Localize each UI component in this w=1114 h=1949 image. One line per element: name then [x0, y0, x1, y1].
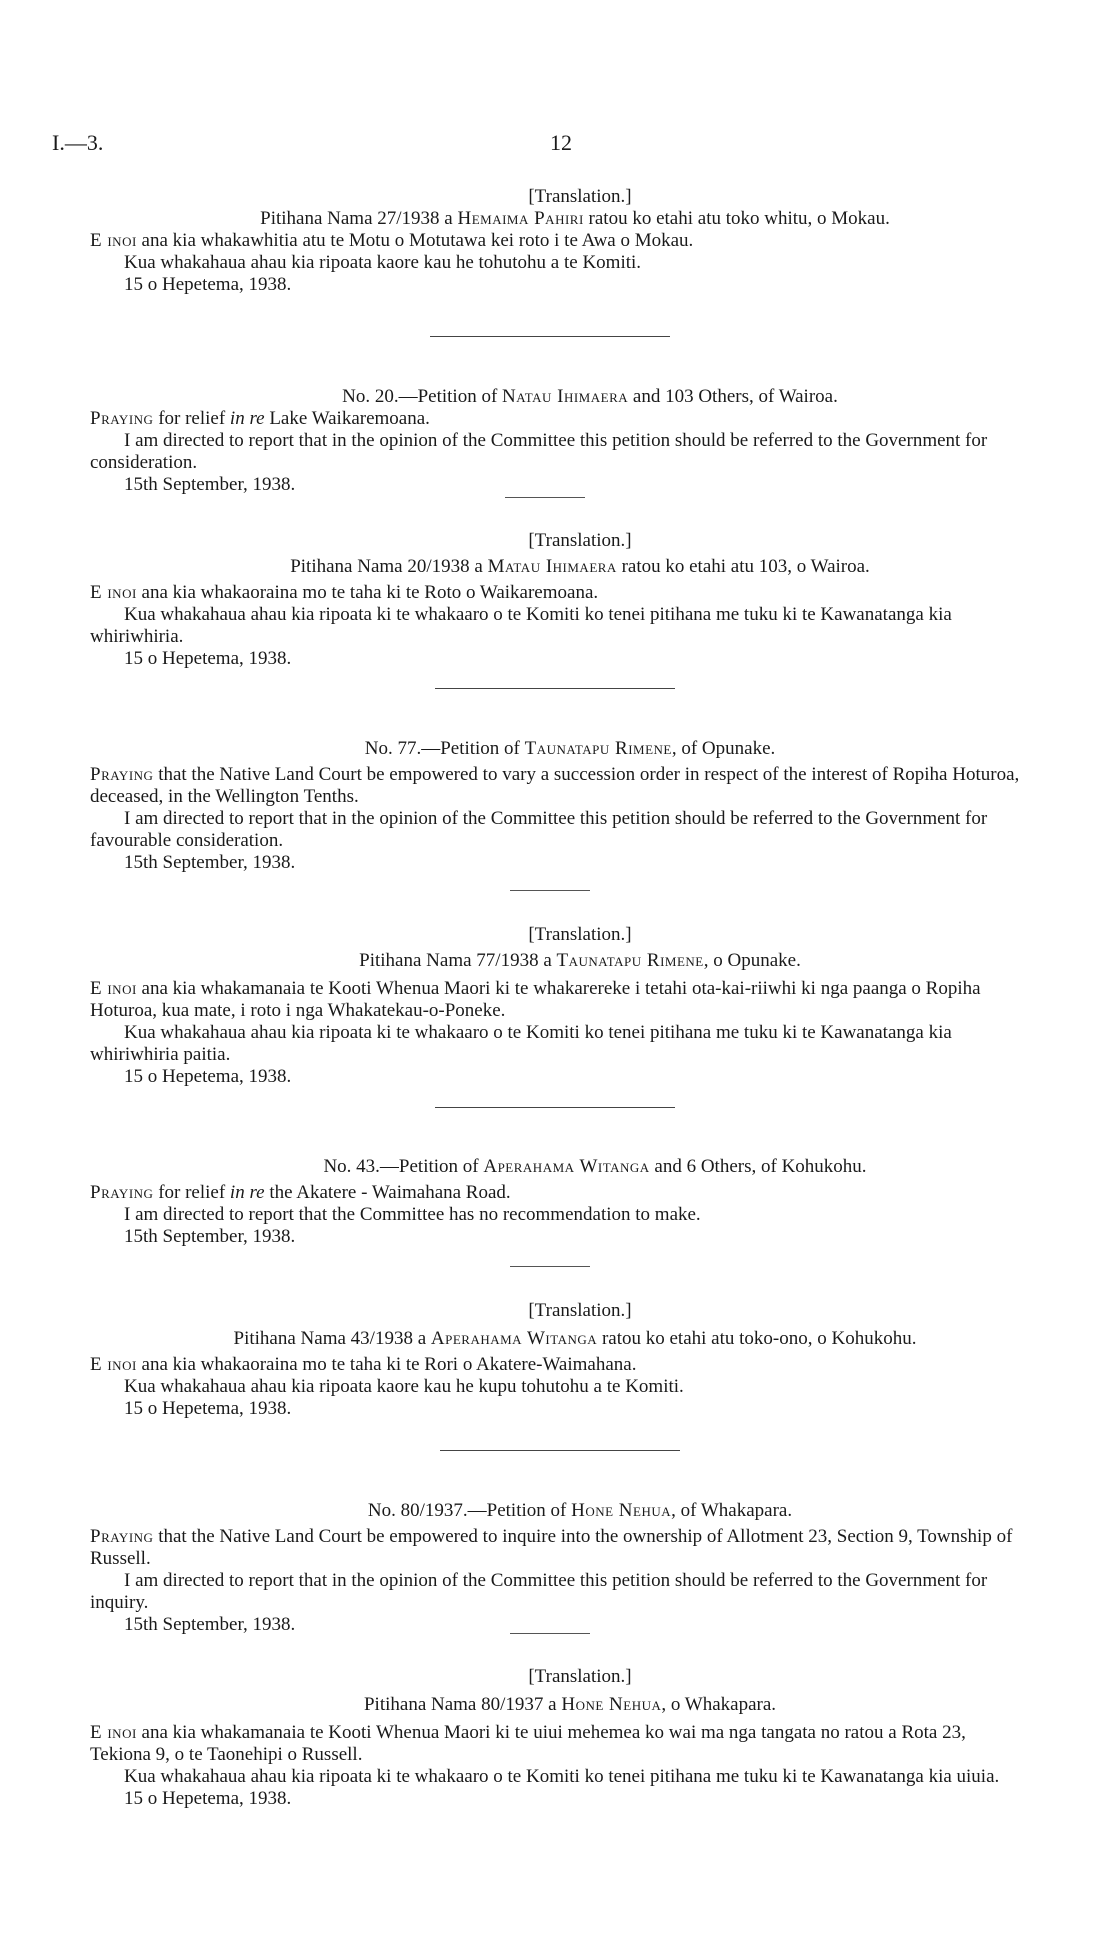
translation-43-1938 — [90, 1300, 1030, 1420]
translation-label: [Translation.] — [528, 530, 632, 551]
prayer-paragraph: Praying for relief in re the Akatere - Waimahana Road. — [90, 1182, 511, 1203]
report-paragraph: Kua whakahaua ahau kia ripoata kaore kau he kupu tohutohu a te Komiti. — [124, 1376, 684, 1397]
report-paragraph: I am directed to report that the Committee has no recommendation to make. — [124, 1204, 701, 1225]
date-line: 15 o Hepetema, 1938. — [124, 1066, 292, 1087]
prayer-paragraph: Praying that the Native Land Court be empowered to vary a succession order in respect of the interest of Ropiha Hoturoa, deceased, in the Wellington Tenths. — [90, 764, 1020, 807]
translation-label: [Translation.] — [528, 1666, 632, 1687]
translation-label: [Translation.] — [528, 924, 632, 945]
section-divider — [435, 688, 675, 689]
report-paragraph: I am directed to report that in the opinion of the Committee this petition should be referred to the Government for consideration. — [90, 430, 988, 473]
prayer-paragraph: E inoi ana kia whakamanaia te Kooti Whenua Maori ki te uiui mehemea ko wai ma nga tangata no ratou a Rota 23, Tekiona 9, o te Taonehipi o Russell. — [90, 1722, 966, 1765]
translation-label: [Translation.] — [528, 1300, 632, 1321]
petition-43 — [90, 1156, 1030, 1248]
prayer-paragraph: E inoi ana kia whakawhitia atu te Motu o Motutawa kei roto i te Awa o Mokau. — [90, 230, 694, 251]
section-title: No. 80/1937.—Petition of Hone Nehua, of Whakapara. — [367, 1500, 793, 1521]
section-title: No. 43.—Petition of Aperahama Witanga and 6 Others, of Kohukohu. — [323, 1156, 867, 1177]
section-title: Pitihana Nama 20/1938 a Matau Ihimaera ratou ko etahi atu 103, o Wairoa. — [290, 556, 870, 577]
paper-reference: I.—3. — [52, 130, 104, 155]
section-title: Pitihana Nama 77/1938 a Taunatapu Rimene, o Opunake. — [359, 950, 801, 971]
short-divider — [510, 890, 590, 891]
report-paragraph: Kua whakahaua ahau kia ripoata kaore kau he tohutohu a te Komiti. — [124, 252, 642, 273]
date-line: 15 o Hepetema, 1938. — [124, 1788, 292, 1809]
section-divider — [430, 336, 670, 337]
date-line: 15 o Hepetema, 1938. — [124, 1398, 292, 1419]
page-header — [52, 130, 1030, 156]
report-paragraph: Kua whakahaua ahau kia ripoata ki te whakaaro o te Komiti ko tenei pitihana me tuku ki te Kawanatanga kia whiriwhiria paitia. — [90, 1022, 952, 1065]
prayer-paragraph: E inoi ana kia whakaoraina mo te taha ki te Rori o Akatere-Waimahana. — [90, 1354, 637, 1375]
section-title: Pitihana Nama 27/1938 a Hemaima Pahiri ratou ko etahi atu toko whitu, o Mokau. — [260, 208, 890, 229]
report-paragraph: I am directed to report that in the opinion of the Committee this petition should be referred to the Government for inquiry. — [90, 1570, 988, 1613]
prayer-paragraph: E inoi ana kia whakamanaia te Kooti Whenua Maori ki te whakarereke i tetahi ota-kai-riiwhi ki nga paanga o Ropiha Hoturoa, kua mate, i roto i nga Whakatekau-o-Poneke. — [90, 978, 981, 1021]
page-number: 12 — [550, 130, 572, 155]
date-line: 15 o Hepetema, 1938. — [124, 648, 292, 669]
translation-77-1938 — [90, 924, 1030, 1088]
petitioner-name: Natau Ihimaera — [502, 386, 629, 407]
report-paragraph: Kua whakahaua ahau kia ripoata ki te whakaaro o te Komiti ko tenei pitihana me tuku ki te Kawanatanga kia whiriwhiria. — [90, 604, 952, 647]
petitioner-name: Matau Ihimaera — [487, 556, 617, 577]
petition-77 — [90, 738, 1030, 874]
report-paragraph: I am directed to report that in the opinion of the Committee this petition should be referred to the Government for favourable consideration. — [90, 808, 988, 851]
prayer-paragraph: Praying that the Native Land Court be empowered to inquire into the ownership of Allotment 23, Section 9, Township of Russell. — [90, 1526, 1013, 1569]
short-divider — [510, 1633, 590, 1634]
date-line: 15th September, 1938. — [124, 852, 296, 873]
section-title: No. 77.—Petition of Taunatapu Rimene, of Opunake. — [364, 738, 776, 759]
petitioner-name: Taunatapu Rimene — [524, 738, 672, 759]
short-divider — [505, 497, 585, 498]
translation-label: [Translation.] — [528, 186, 632, 207]
petitioner-name: Taunatapu Rimene — [556, 950, 704, 971]
section-title: Pitihana Nama 43/1938 a Aperahama Witanga ratou ko etahi atu toko-ono, o Kohukohu. — [233, 1328, 917, 1349]
translation-27-1938 — [90, 186, 1030, 296]
section-divider — [435, 1107, 675, 1108]
section-title: No. 20.—Petition of Natau Ihimaera and 103 Others, of Wairoa. — [342, 386, 838, 407]
section-title: Pitihana Nama 80/1937 a Hone Nehua, o Whakapara. — [363, 1694, 777, 1715]
section-divider — [440, 1450, 680, 1451]
date-line: 15th September, 1938. — [124, 1226, 296, 1247]
date-line: 15th September, 1938. — [124, 1614, 296, 1635]
short-divider — [510, 1266, 590, 1267]
prayer-paragraph: E inoi ana kia whakaoraina mo te taha ki te Roto o Waikaremoana. — [90, 582, 599, 603]
translation-20-1938 — [90, 530, 1030, 670]
petitioner-name: Hone Nehua — [561, 1694, 662, 1715]
petitioner-name: Hone Nehua — [571, 1500, 672, 1521]
petition-80-1937 — [90, 1500, 1030, 1636]
petition-20 — [90, 386, 1030, 496]
translation-80-1937 — [90, 1666, 1030, 1810]
date-line: 15th September, 1938. — [124, 474, 296, 495]
petitioner-name: Aperahama Witanga — [430, 1328, 598, 1349]
report-paragraph: Kua whakahaua ahau kia ripoata ki te whakaaro o te Komiti ko tenei pitihana me tuku ki te Kawanatanga kia uiuia. — [124, 1766, 1000, 1787]
petitioner-name: Hemaima Pahiri — [457, 208, 584, 229]
prayer-paragraph: Praying for relief in re Lake Waikaremoana. — [90, 408, 430, 429]
petitioner-name: Aperahama Witanga — [483, 1156, 650, 1177]
date-line: 15 o Hepetema, 1938. — [124, 274, 292, 295]
